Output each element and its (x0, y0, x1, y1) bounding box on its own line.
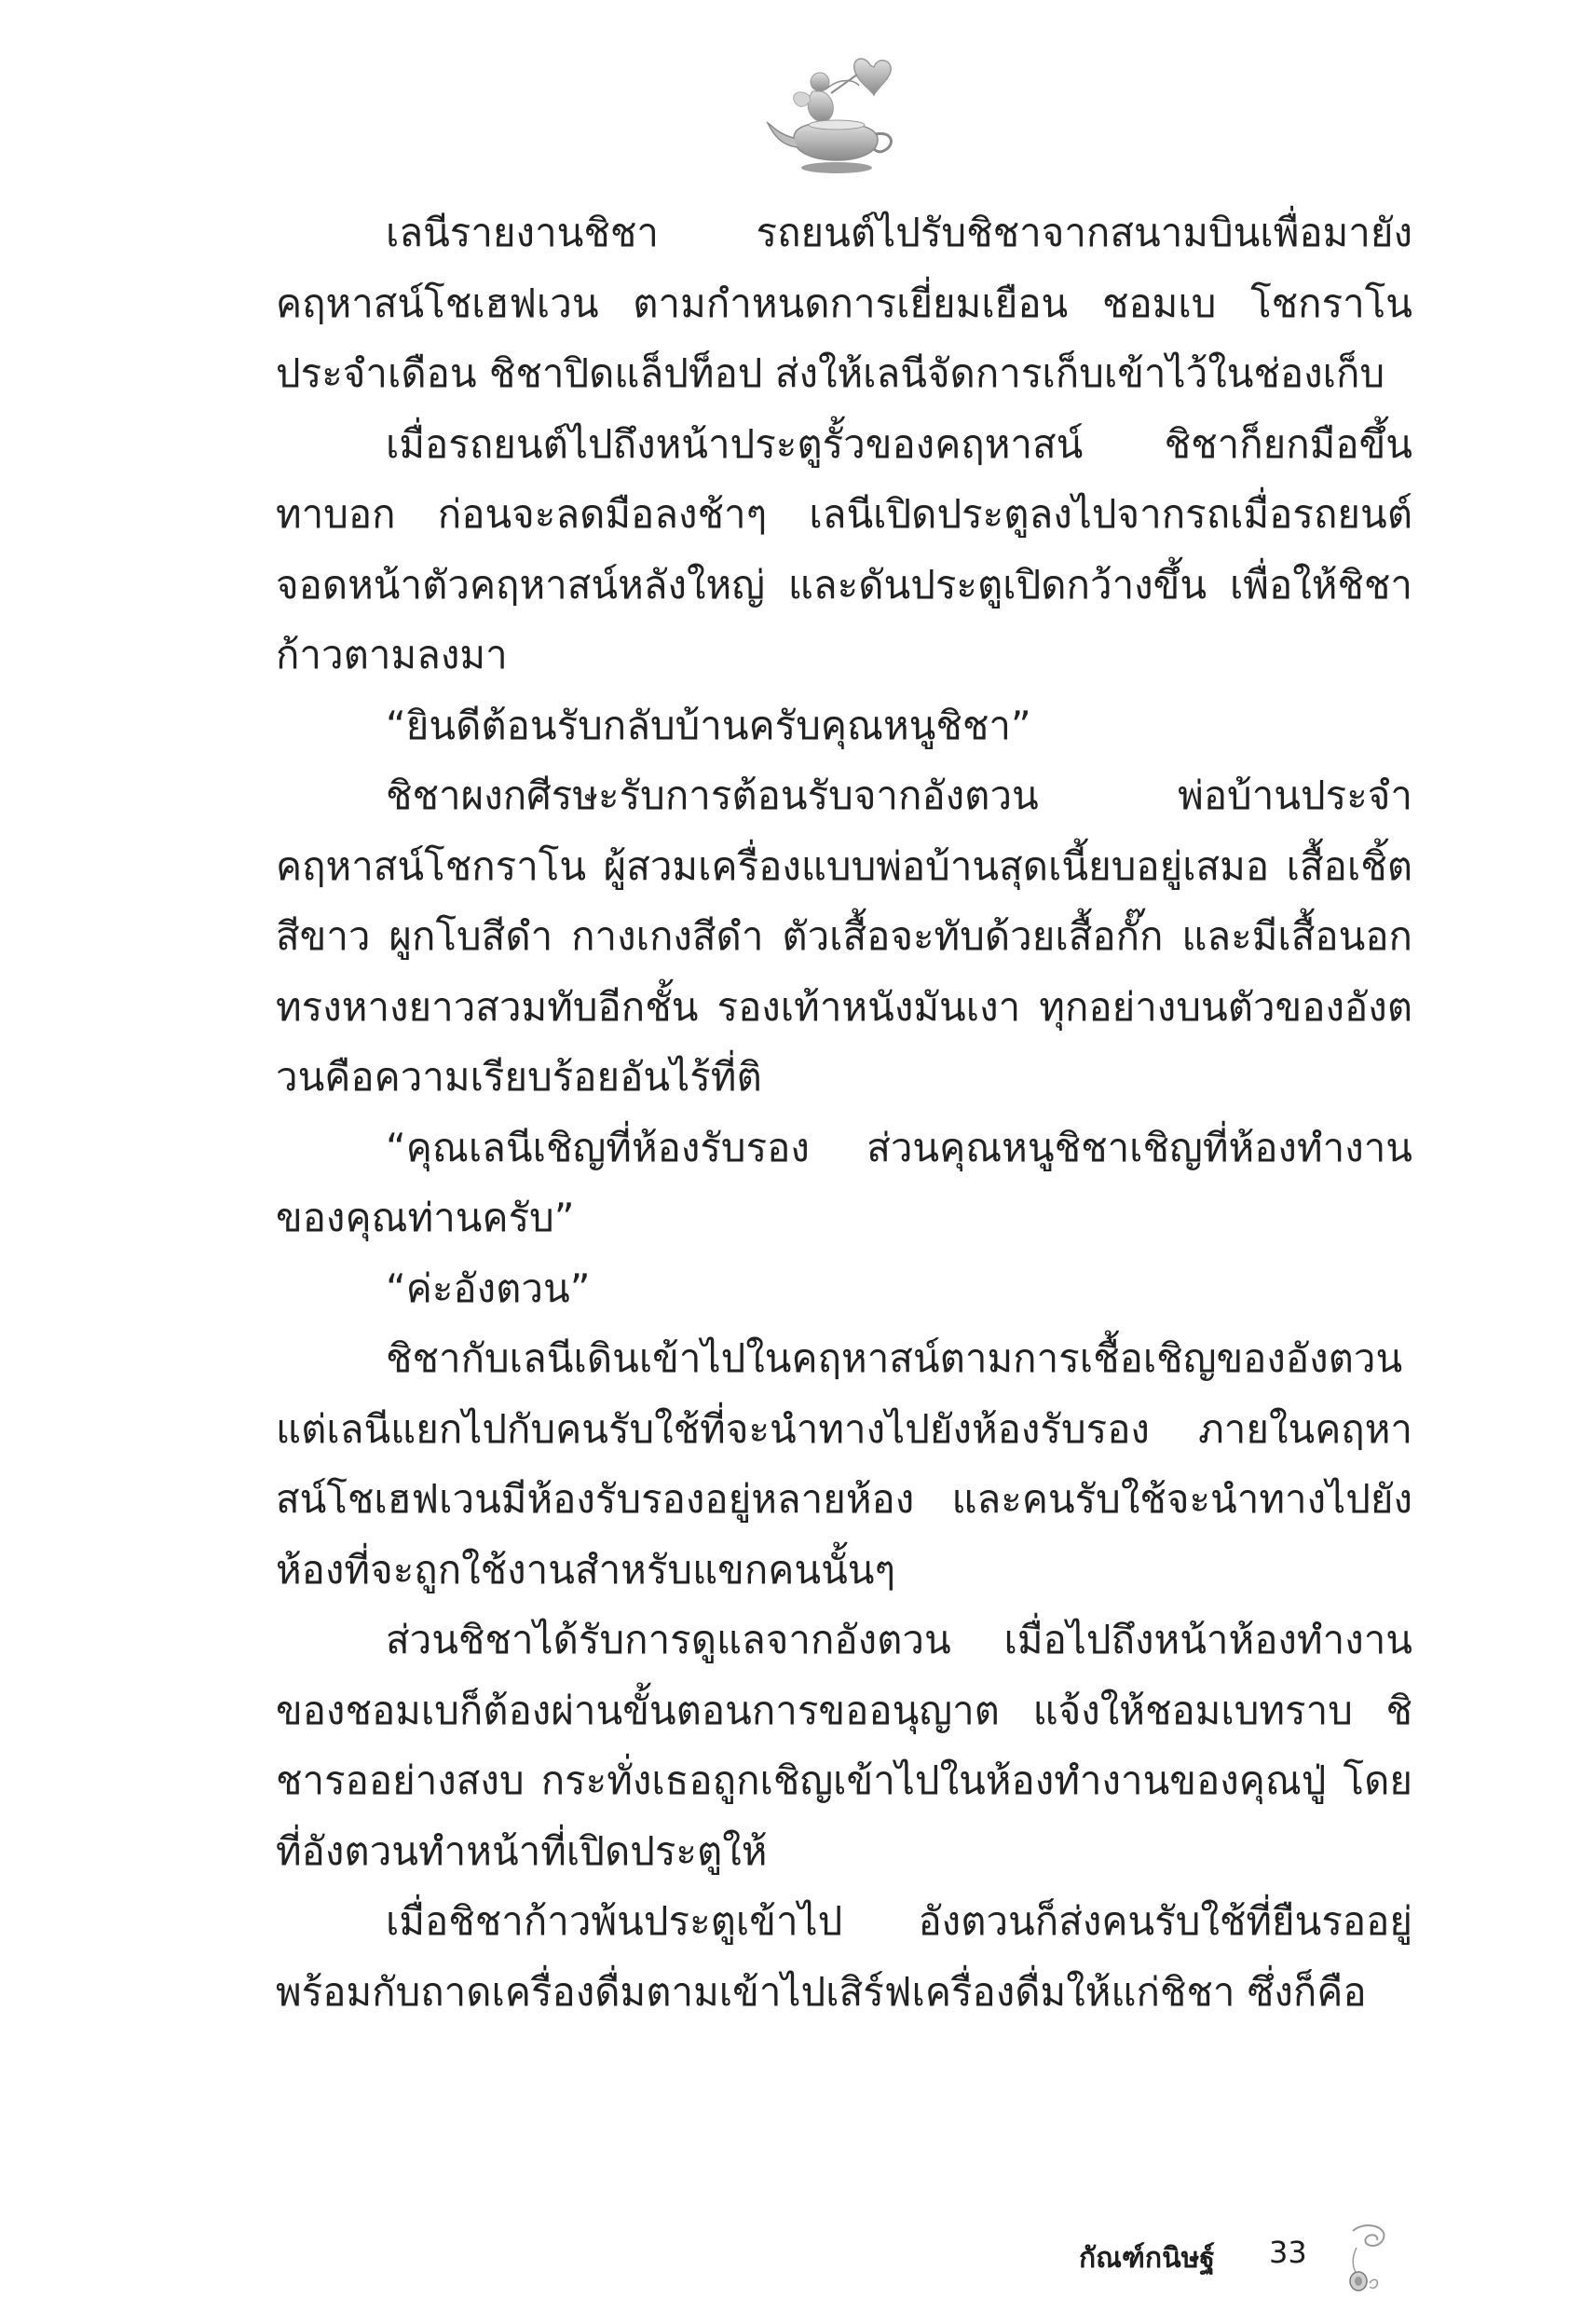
ring-pendant-ornament-icon (1325, 2222, 1399, 2296)
page-footer (1062, 2227, 1435, 2302)
paragraph: ชิชาผงกศีรษะรับการต้อนรับจากอังตวน พ่อบ้านประจำคฤหาสน์โชกราโน ผู้สวมเครื่องแบบพ่อบ้านสุดเนี้ยบอยู่เสมอ เสื้อเชิ้ตสีขาว ผูกโบสีดำ กางเกงสีดำ ตัวเสื้อจะทับด้วยเสื้อกั๊ก และมีเสื้อนอกทรงหางยาวสวมทับอีกชั้น รองเท้าหนังมันเงา ทุกอย่างบนตัวของอังตวนคือความเรียบร้อยอันไร้ที่ติ (276, 773, 1412, 1100)
paragraph: เลนีรายงานชิชา รถยนต์ไปรับชิชาจากสนามบินเพื่อมายังคฤหาสน์โชเฮฟเวน ตามกำหนดการเยี่ยมเยือน ชอมเบ โชกราโนประจำเดือน ชิชาปิดแล็ปท็อป ส่งให้เลนีจัดการเก็บเข้าไว้ในช่องเก็บ (276, 210, 1412, 396)
body-text (276, 198, 1412, 2027)
book-title: กัณฑ์กนิษฐ์ (1079, 2242, 1215, 2275)
paragraph: ส่วนชิชาได้รับการดูแลจากอังตวน เมื่อไปถึงหน้าห้องทำงานของชอมเบก็ต้องผ่านขั้นตอนการขออนุญาต แจ้งให้ชอมเบทราบ ชิชารออย่างสงบ กระทั่งเธอถูกเชิญเข้าไปในห้องทำงานของคุณปู่ โดยที่อังตวนทำหน้าที่เปิดประตูให้ (276, 1617, 1412, 1874)
cupid-teapot-ornament-icon (766, 48, 906, 179)
page-number: 33 (1269, 2235, 1307, 2270)
paragraph: เมื่อชิชาก้าวพ้นประตูเข้าไป อังตวนก็ส่งคนรับใช้ที่ยืนรออยู่พร้อมกับถาดเครื่องดื่มตามเข้าไปเสิร์ฟเครื่องดื่มให้แก่ชิชา ซึ่งก็คือ (276, 1898, 1412, 2015)
paragraph: เมื่อรถยนต์ไปถึงหน้าประตูรั้วของคฤหาสน์ ชิชาก็ยกมือขึ้นทาบอก ก่อนจะลดมือลงช้าๆ เลนีเปิดประตูลงไปจากรถเมื่อรถยนต์จอดหน้าตัวคฤหาสน์หลังใหญ่ และดันประตูเปิดกว้างขึ้น เพื่อให้ชิชาก้าวตามลงมา (276, 420, 1412, 677)
dialogue-paragraph: “ค่ะอังตวน” (386, 1265, 591, 1311)
dialogue-paragraph: “คุณเลนีเชิญที่ห้องรับรอง ส่วนคุณหนูชิชาเชิญที่ห้องทำงานของคุณท่านครับ” (276, 1124, 1412, 1240)
paragraph: ชิชากับเลนีเดินเข้าไปในคฤหาสน์ตามการเชื้อเชิญของอังตวน แต่เลนีแยกไปกับคนรับใช้ที่จะนำทางไปยังห้องรับรอง ภายในคฤหาสน์โชเฮฟเวนมีห้องรับรองอยู่หลายห้อง และคนรับใช้จะนำทางไปยังห้องที่จะถูกใช้งานสำหรับแขกคนนั้นๆ (276, 1335, 1412, 1593)
dialogue-paragraph: “ยินดีต้อนรับกลับบ้านครับคุณหนูชิชา” (386, 702, 1031, 748)
